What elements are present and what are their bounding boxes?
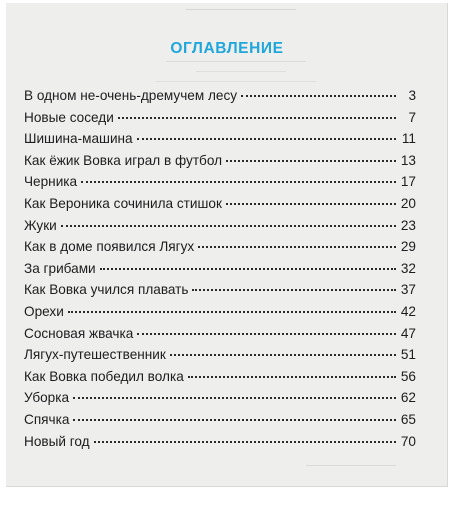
book-page (6, 3, 448, 487)
toc-entry-page: 7 (408, 109, 416, 125)
toc-title: ОГЛАВЛЕНИЕ (170, 40, 284, 57)
toc-entry-page: 62 (400, 390, 416, 406)
bleed-through-line (166, 61, 306, 63)
toc-entry-page: 32 (400, 260, 416, 276)
toc-entry-page: 42 (400, 303, 416, 319)
toc-entry-title: Как Вовка победил волка (24, 368, 184, 384)
toc-entry-page: 3 (408, 88, 416, 103)
dot-leader (94, 440, 396, 443)
toc-entry (24, 174, 416, 196)
dot-leader (73, 396, 396, 399)
toc-entry (24, 304, 416, 326)
bleed-through-line (196, 71, 286, 73)
toc-entry-page: 56 (400, 368, 416, 384)
toc-entry (24, 261, 416, 283)
toc-entry (24, 412, 416, 434)
toc-entry-page: 29 (400, 239, 416, 255)
toc-entry-title: Новые соседи (24, 109, 114, 125)
toc-entry-title: Орехи (24, 303, 64, 319)
dot-leader (241, 94, 396, 97)
toc-entry-title: Как Вовка учился плавать (24, 282, 189, 298)
dot-leader (100, 267, 396, 270)
toc-entry (24, 434, 416, 456)
toc-entry-title: За грибами (24, 260, 96, 276)
dot-leader (118, 116, 396, 119)
dot-leader (137, 137, 396, 140)
dot-leader (226, 159, 396, 162)
dot-leader (192, 288, 396, 291)
bleed-through-line (186, 9, 296, 11)
toc-entry (24, 282, 416, 304)
toc-entry-page: 70 (400, 433, 416, 449)
dot-leader (188, 375, 396, 378)
toc-entry-title: Черника (24, 174, 78, 190)
toc-entry-title: В одном не-очень-дремучем лесу (24, 88, 238, 103)
toc-entry (24, 239, 416, 261)
toc-entry (24, 153, 416, 175)
toc-entry-page: 11 (401, 131, 416, 147)
toc-entry (24, 369, 416, 391)
toc-entry-title: Спячка (24, 411, 70, 427)
toc-entry (24, 218, 416, 240)
dot-leader (137, 332, 396, 335)
toc-list (24, 88, 416, 455)
dot-leader (198, 245, 396, 248)
toc-entry (24, 131, 416, 153)
toc-entry-title: Как в доме появился Лягух (24, 239, 195, 255)
toc-entry-title: Уборка (24, 390, 70, 406)
dot-leader (226, 202, 396, 205)
toc-entry-page: 37 (400, 282, 416, 298)
toc-entry (24, 88, 416, 110)
toc-entry (24, 196, 416, 218)
toc-entry (24, 347, 416, 369)
dot-leader (68, 310, 396, 313)
dot-leader (81, 180, 396, 183)
toc-entry (24, 110, 416, 132)
toc-entry (24, 326, 416, 348)
dot-leader (170, 353, 396, 356)
bleed-through-line (156, 81, 316, 83)
toc-entry-page: 47 (400, 325, 416, 341)
toc-entry-page: 20 (400, 195, 416, 211)
toc-entry-page: 51 (400, 347, 416, 363)
toc-entry-title: Как ёжик Вовка играл в футбол (24, 152, 223, 168)
toc-entry-page: 13 (400, 152, 416, 168)
toc-entry-title: Как Вероника сочинила стишок (24, 195, 222, 211)
toc-entry-title: Жуки (24, 217, 57, 233)
toc-entry-page: 23 (400, 217, 416, 233)
toc-entry-title: Новый год (24, 433, 90, 449)
toc-entry-title: Сосновая жвачка (24, 325, 134, 341)
bleed-through-line (306, 465, 396, 467)
toc-entry-title: Лягух-путешественник (24, 347, 166, 363)
toc-entry-page: 65 (400, 411, 416, 427)
dot-leader (61, 224, 396, 227)
toc-entry-title: Шишина-машина (24, 131, 133, 147)
dot-leader (73, 418, 396, 421)
toc-entry-page: 17 (400, 174, 416, 190)
toc-entry (24, 390, 416, 412)
